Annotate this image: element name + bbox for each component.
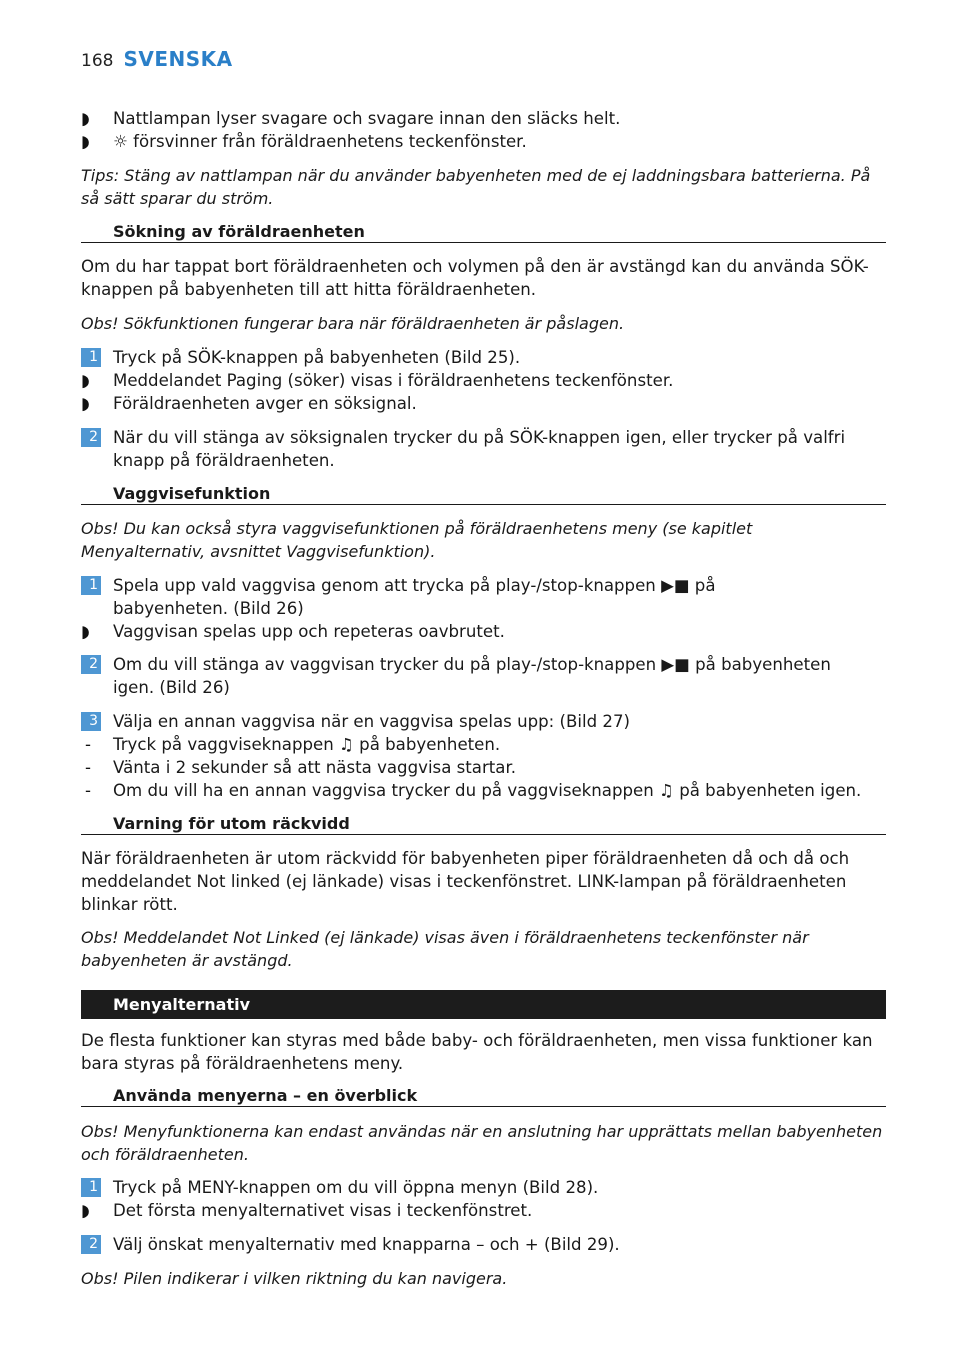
list-item [81,779,886,802]
search-steps [81,346,886,415]
bullet-text: Meddelandet Paging (söker) visas i föräldraenhetens teckenfönster. [113,371,674,390]
step-number: 1 [81,1178,101,1197]
lullaby-step-2 [81,653,886,699]
overview-note-2: Obs! Pilen indikerar i vilken riktning du kan navigera. [81,1269,508,1288]
menu-body: De flesta funktioner kan styras med både baby- och föräldraenheten, men vissa funktioner kan bara styras på föräldraenhetens meny. [81,1031,873,1073]
bullet-marker: ◗ [81,371,90,390]
step-item [81,346,886,369]
step-item [81,710,886,733]
section-bar-menu: Menyalternativ [81,990,886,1019]
step-number: 1 [81,348,101,367]
list-item [81,369,886,392]
dash-marker: - [85,781,91,800]
dash-marker: - [85,758,91,777]
dash-marker: - [85,735,91,754]
step-number: 2 [81,655,101,674]
step-number: 2 [81,1235,101,1254]
bullet-text: Nattlampan lyser svagare och svagare innan den släcks helt. [113,109,621,128]
overview-step-2 [81,1233,886,1256]
list-item [81,392,886,415]
bullet-marker: ◗ [81,622,90,641]
step-text: När du vill stänga av söksignalen trycker du på SÖK-knappen igen, eller trycker på valfri knapp på föräldraenheten. [113,428,846,470]
dash-text: Tryck på vaggviseknappen ♫ på babyenheten. [113,735,501,754]
step-text: Välj önskat menyalternativ med knapparna – och + (Bild 29). [113,1235,620,1254]
lullaby-step-3 [81,710,886,802]
overview-step-1 [81,1176,886,1222]
list-item [81,756,886,779]
page-header [81,47,233,71]
step-item [81,653,886,699]
list-item [81,130,886,153]
search-body: Om du har tappat bort föräldraenheten och volymen på den är avstängd kan du använda SÖK-knappen på babyenheten till att hitta föräldraenheten. [81,257,869,299]
search-step-2 [81,426,886,472]
step-item [81,574,886,620]
bullet-marker: ◗ [81,1201,90,1220]
bullet-text: Det första menyalternativet visas i teckenfönstret. [113,1201,533,1220]
step-number: 1 [81,576,101,595]
section-heading-range: Varning för utom räckvidd [81,813,886,835]
section-heading-overview: Använda menyerna – en överblick [81,1085,886,1107]
page-number: 168 [81,51,114,71]
search-note: Obs! Sökfunktionen fungerar bara när föräldraenheten är påslagen. [81,314,625,333]
step-text: Spela upp vald vaggvisa genom att trycka på play-/stop-knappen ▶■ på babyenheten. (Bild 26) [113,576,716,618]
step-text: Tryck på SÖK-knappen på babyenheten (Bild 25). [113,348,521,367]
range-note: Obs! Meddelandet Not Linked (ej länkade) visas även i föräldraenhetens teckenfönster när babyenheten är avstängd. [81,928,809,970]
list-item [81,620,886,643]
step-text: Tryck på MENY-knappen om du vill öppna menyn (Bild 28). [113,1178,599,1197]
intro-bullets [81,107,886,153]
language-heading: SVENSKA [123,47,233,71]
dash-text: Om du vill ha en annan vaggvisa trycker du på vaggviseknappen ♫ på babyenheten igen. [113,781,862,800]
step-text: Om du vill stänga av vaggvisan trycker du på play-/stop-knappen ▶■ på babyenheten igen. (Bild 26) [113,655,831,697]
lullaby-step-1 [81,574,886,643]
list-item [81,733,886,756]
step-item [81,426,886,472]
step-number: 3 [81,712,101,731]
dash-text: Vänta i 2 sekunder så att nästa vaggvisa startar. [113,758,517,777]
bullet-marker: ◗ [81,394,90,413]
section-heading-lullaby: Vaggvisefunktion [81,483,886,505]
step-text: Välja en annan vaggvisa när en vaggvisa spelas upp: (Bild 27) [113,712,630,731]
step-item [81,1176,886,1199]
step-item [81,1233,886,1256]
step-number: 2 [81,428,101,447]
bullet-marker: ◗ [81,109,90,128]
bullet-marker: ◗ [81,132,90,151]
tip-note: Tips: Stäng av nattlampan när du använder babyenheten med de ej laddningsbara batterierna. På så sätt sparar du ström. [81,166,871,208]
bullet-text: Vaggvisan spelas upp och repeteras oavbrutet. [113,622,505,641]
overview-note: Obs! Menyfunktionerna kan endast användas när en anslutning har upprättats mellan babyenheten och föräldraenheten. [81,1122,883,1164]
bullet-text: Föräldraenheten avger en söksignal. [113,394,417,413]
list-item [81,107,886,130]
lullaby-note: Obs! Du kan också styra vaggvisefunktionen på föräldraenhetens meny (se kapitlet Menyalternativ, avsnittet Vaggvisefunktion). [81,519,753,561]
range-body: När föräldraenheten är utom räckvidd för babyenheten piper föräldraenheten då och då och meddelandet Not linked (ej länkade) visas i teckenfönstret. LINK-lampan på föräldraenheten blinkar rött. [81,849,850,914]
bullet-text: ☼ försvinner från föräldraenhetens teckenfönster. [113,132,527,151]
list-item [81,1199,886,1222]
section-heading-search: Sökning av föräldraenheten [81,221,886,243]
